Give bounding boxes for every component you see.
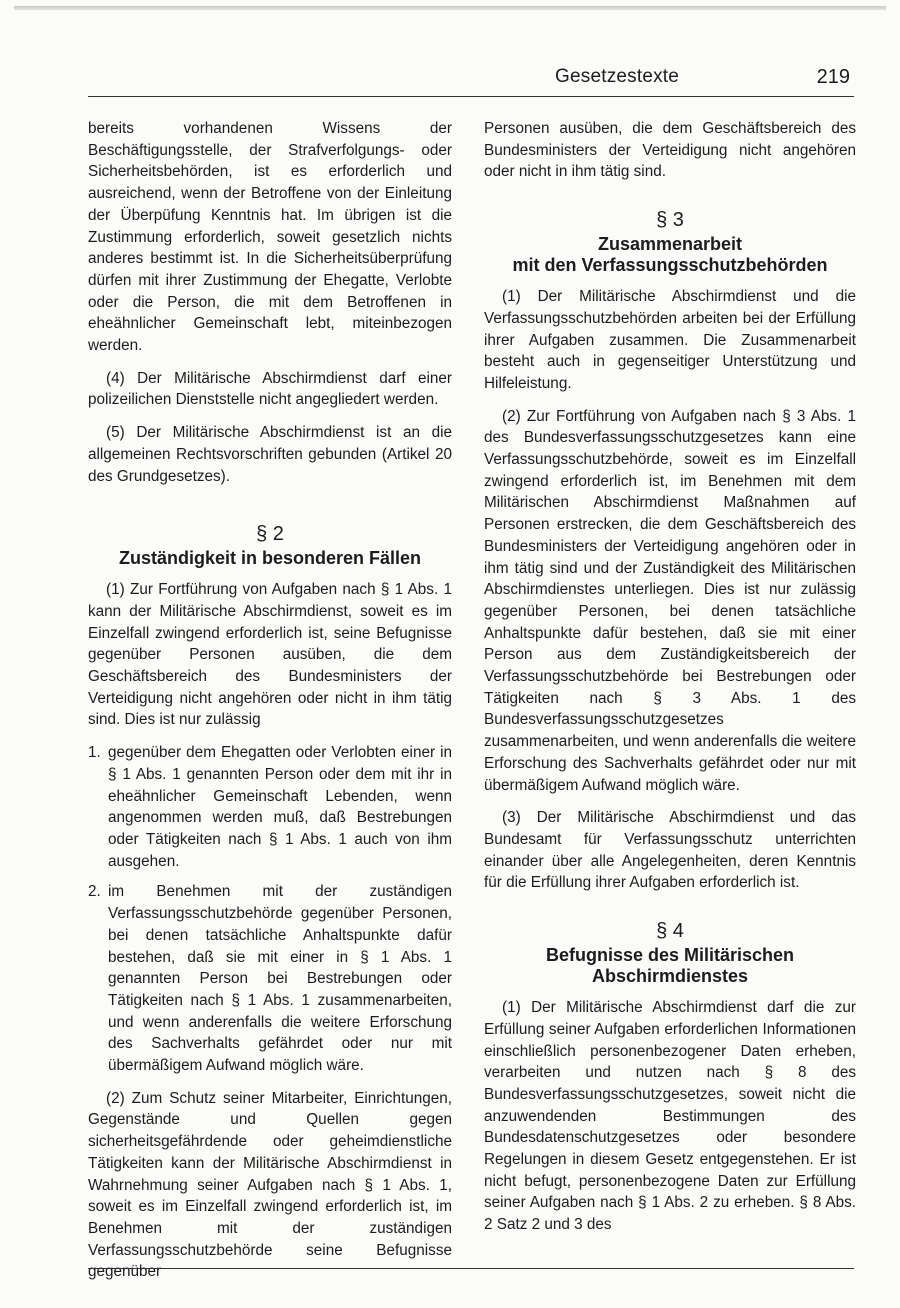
- paragraph: (2) Zur Fortführung von Aufgaben nach § 3 Abs. 1 des Bundesverfassungsschutzgesetzes kann eine Verfassungsschutzbehörde, soweit es im Einzelfall zwingend erforderlich ist, im Benehmen mit dem Militärischen Abschirmdienst Maßnahmen auf Personen erstrecken, die dem Geschäftsbereich des Bundesministers der Verteidigung angehören oder in ihm tätig sind und der Zuständigkeit des Militärischen Abschirmdienstes unterliegen. Dies ist nur zulässig gegenüber Personen, bei denen tatsächliche Anhaltspunkte dafür bestehen, daß sie mit einer Person aus dem Zuständigkeitsbereich der Verfassungsschutzbehörde bei Bestrebungen oder Tätigkeiten nach § 3 Abs. 1 des Bundesverfassungsschutzgesetzes zusammenarbeiten, und wenn anderenfalls die weitere Erforschung des Sachverhalts gefährdet oder nur mit übermäßigem Aufwand möglich wäre.: [484, 407, 856, 794]
- section-heading-line: mit den Verfassungsschutzbehörden: [512, 255, 828, 276]
- section-number: § 2: [256, 523, 284, 546]
- running-header: [88, 66, 854, 97]
- paragraph: (4) Der Militärische Abschirmdienst darf einer polizeilichen Dienststelle nicht angegliedert werden.: [88, 369, 452, 409]
- paragraph: (1) Der Militärische Abschirmdienst und die Verfassungsschutzbehörden arbeiten bei der Erfüllung ihrer Aufgaben zusammen. Die Zusammenarbeit besteht auch in gegenseitiger Unterstützung und Hilfeleistung.: [484, 288, 856, 392]
- section-heading: Zuständigkeit in besonderen Fällen: [118, 548, 422, 569]
- section-number: § 3: [656, 209, 684, 232]
- page-top-edge: [14, 6, 886, 10]
- list-item-number: 2.: [88, 883, 101, 901]
- paragraph: (3) Der Militärische Abschirmdienst und das Bundesamt für Verfassungsschutz unterrichten einander über alle Angelegenheiten, deren Kenntnis für die Erfüllung ihrer Aufgaben erforderlich ist.: [484, 809, 856, 892]
- section-heading-line: Zusammenarbeit: [597, 234, 743, 255]
- list-item: [88, 742, 452, 872]
- list-item-number: 1.: [88, 744, 101, 762]
- paragraph: (2) Zum Schutz seiner Mitarbeiter, Einrichtungen, Gegenstände und Quellen gegen sicherheitsgefährdende oder geheimdienstliche Tätigkeiten kann der Militärische Abschirmdienst in Wahrnehmung seiner Aufgaben nach § 1 Abs. 1, soweit es im Einzelfall zwingend erforderlich ist, im Benehmen mit der zuständigen Verfassungsschutzbehörde seine Befugnisse gegenüber: [88, 1089, 452, 1281]
- list-item-text: im Benehmen mit der zuständigen Verfassungsschutzbehörde gegenüber Personen, bei denen tatsächliche Anhaltspunkte dafür bestehen, daß sie mit einer in § 1 Abs. 1 genannten Person bei Bestrebungen oder Tätigkeiten nach § 1 Abs. 1 zusammenarbeiten, und wenn anderenfalls die weitere Erforschung des Sachverhalts gefährdet oder nur mit übermäßigem Aufwand möglich wäre.: [108, 883, 452, 1075]
- paragraph: bereits vorhandenen Wissens der Beschäftigungsstelle, der Strafverfolgungs- oder Sicherheitsbehörden, ist es erforderlich und ausreichend, wenn der Betroffene von der Einleitung der Überpüfung Kenntnis hat. Im übrigen ist die Zustimmung erforderlich, soweit gesetzlich nichts anderes bestimmt ist. In die Sicherheitsüberprüfung dürfen mit ihrer Zustimmung der Ehegatte, Verlobte oder die Person, die mit dem Betroffenen in eheähnlicher Gemeinschaft lebt, miteinbezogen werden.: [88, 120, 452, 355]
- paragraph: (5) Der Militärische Abschirmdienst ist an die allgemeinen Rechtsvorschriften gebunden (Artikel 20 des Grundgesetzes).: [88, 424, 452, 485]
- paragraph: Personen ausüben, die dem Geschäftsbereich des Bundesministers der Verteidigung nicht angehören oder nicht in ihm tätig sind.: [484, 120, 856, 181]
- section-heading: [484, 945, 856, 987]
- section-heading-line: Befugnisse des Militärischen: [545, 945, 795, 966]
- left-column: [88, 118, 452, 1294]
- section-heading-line: Abschirmdienstes: [591, 966, 749, 987]
- list-item: [88, 881, 452, 1076]
- paragraph: (1) Der Militärische Abschirmdienst darf die zur Erfüllung seiner Aufgaben erforderlichen Informationen einschließlich personenbezogener Daten erheben, verarbeiten und nutzen nach § 8 des Bundesverfassungsschutzgesetzes, soweit nicht die anzuwendenden Bestimmungen des Bundesdatenschutzgesetzes oder besondere Regelungen in diesem Gesetz entgegenstehen. Er ist nicht befugt, personenbezogene Daten zur Erfüllung seiner Aufgaben nach § 1 Abs. 2 zu erheben. § 8 Abs. 2 Satz 2 und 3 des: [484, 999, 856, 1234]
- numbered-list: [88, 742, 452, 1077]
- page-number: 219: [816, 66, 850, 88]
- list-item-text: gegenüber dem Ehegatten oder Verlobten einer in § 1 Abs. 1 genannten Person oder dem mit ihr in eheähnlicher Gemeinschaft Lebenden, wenn angenommen werden muß, daß Bestrebungen oder Tätigkeiten nach § 1 Abs. 1 auch von ihm ausgehen.: [108, 744, 452, 870]
- footer-rule: [88, 1268, 854, 1269]
- section-heading: [484, 234, 856, 276]
- section-number: § 4: [656, 920, 684, 943]
- header-title: Gesetzestexte: [555, 66, 680, 87]
- paragraph: (1) Zur Fortführung von Aufgaben nach § 1 Abs. 1 kann der Militärische Abschirmdienst, soweit es im Einzelfall zwingend erforderlich ist, seine Befugnisse gegenüber Personen ausüben, die dem Geschäftsbereich des Bundesministers der Verteidigung nicht angehören oder nicht in ihm tätig sind. Dies ist nur zulässig: [88, 581, 452, 729]
- right-column: [484, 118, 856, 1247]
